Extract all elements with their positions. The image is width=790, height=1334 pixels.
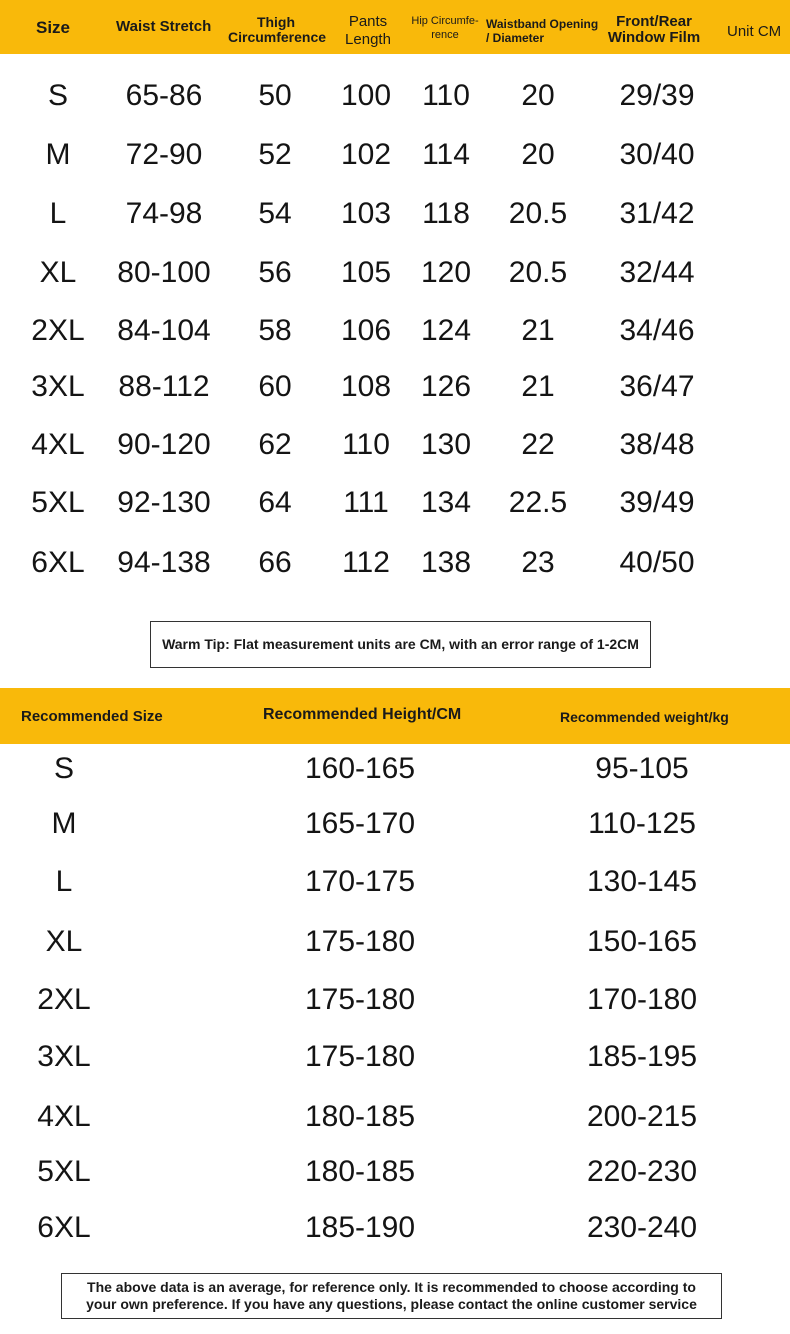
size-cell-hip: 114 [422, 138, 470, 171]
header-size: Size [36, 18, 71, 37]
size-cell-size: 3XL [31, 370, 85, 403]
size-cell-waistband: 20.5 [508, 256, 568, 289]
size-cell-waistband: 20 [521, 138, 555, 171]
header-thigh-line1: Thigh [256, 14, 296, 30]
size-cell-waist-stretch: 65-86 [125, 79, 203, 112]
recommend-cell-weight: 110-125 [588, 807, 696, 840]
size-cell-waist-stretch: 74-98 [125, 197, 203, 230]
recommend-cell-weight: 170-180 [586, 983, 698, 1016]
size-cell-thigh: 58 [258, 314, 292, 347]
size-cell-thigh: 54 [258, 197, 292, 230]
warm-tip: Warm Tip: Flat measurement units are CM, with an error range of 1-2CM [150, 621, 651, 668]
header-film-line1: Front/Rear [616, 13, 692, 30]
recommend-cell-height: 175-180 [304, 1040, 416, 1073]
size-cell-window-film: 39/49 [619, 486, 695, 519]
size-cell-waistband: 22.5 [508, 486, 568, 519]
header-hip-line2: rence [431, 28, 459, 41]
size-cell-size: 2XL [31, 314, 85, 347]
recommend-cell-size: L [55, 865, 73, 898]
recommend-cell-height: 180-185 [304, 1155, 416, 1188]
recommend-cell-height: 165-170 [304, 807, 416, 840]
size-cell-thigh: 66 [258, 546, 292, 579]
size-cell-pants-length: 112 [342, 546, 390, 579]
header-recommended-size: Recommended Size [21, 708, 163, 725]
header-thigh [228, 14, 327, 45]
size-cell-pants-length: 100 [340, 79, 392, 112]
size-cell-thigh: 62 [258, 428, 292, 461]
size-cell-window-film: 31/42 [619, 197, 695, 230]
recommend-cell-weight: 95-105 [595, 752, 689, 785]
recommend-cell-size: 2XL [37, 983, 91, 1016]
size-cell-waist-stretch: 88-112 [118, 370, 210, 403]
recommend-cell-weight: 185-195 [586, 1040, 698, 1073]
size-cell-hip: 124 [420, 314, 472, 347]
size-cell-size: L [49, 197, 67, 230]
recommend-cell-height: 160-165 [304, 752, 416, 785]
size-cell-window-film: 30/40 [619, 138, 695, 171]
size-cell-waist-stretch: 90-120 [117, 428, 211, 461]
recommend-cell-height: 175-180 [304, 925, 416, 958]
size-cell-thigh: 60 [258, 370, 292, 403]
size-cell-window-film: 38/48 [619, 428, 695, 461]
recommend-cell-size: 4XL [37, 1100, 91, 1133]
recommend-cell-height: 170-175 [304, 865, 416, 898]
size-cell-waist-stretch: 92-130 [117, 486, 211, 519]
size-cell-thigh: 52 [258, 138, 292, 171]
header-film-line2: Window Film [607, 28, 701, 46]
header-window-film [605, 14, 703, 46]
size-cell-waistband: 21 [521, 370, 555, 403]
header-waistband [486, 17, 599, 46]
header-pants-line1: Pants [348, 13, 388, 30]
size-cell-hip: 134 [420, 486, 472, 519]
size-cell-hip: 120 [420, 256, 472, 289]
recommend-cell-weight: 150-165 [586, 925, 698, 958]
size-cell-size: M [45, 138, 71, 171]
header-recommended-weight: Recommended weight/kg [560, 709, 729, 725]
size-cell-waist-stretch: 72-90 [125, 138, 203, 171]
size-cell-waist-stretch: 94-138 [117, 546, 211, 579]
size-cell-size: 5XL [31, 486, 85, 519]
size-cell-waistband: 22 [521, 428, 555, 461]
size-cell-pants-length: 110 [342, 428, 390, 461]
header-unit: Unit CM [727, 23, 782, 40]
size-cell-waistband: 23 [521, 546, 555, 579]
recommend-cell-weight: 200-215 [586, 1100, 698, 1133]
size-cell-hip: 138 [420, 546, 472, 579]
recommend-cell-size: M [51, 807, 77, 840]
size-cell-hip: 110 [422, 79, 470, 112]
recommend-cell-weight: 230-240 [586, 1211, 698, 1244]
header-pants-line2: Length [345, 31, 391, 48]
recommend-cell-weight: 130-145 [586, 865, 698, 898]
size-cell-window-film: 40/50 [619, 546, 695, 579]
size-cell-waistband: 20.5 [508, 197, 568, 230]
size-cell-thigh: 64 [258, 486, 292, 519]
header-hip [408, 15, 482, 43]
size-cell-pants-length: 105 [340, 256, 392, 289]
recommend-cell-size: 6XL [37, 1211, 91, 1244]
recommend-cell-size: 5XL [37, 1155, 91, 1188]
footnote-line2: your own preference. If you have any questions, please contact the online customer service [86, 1296, 697, 1312]
header-thigh-line2: Circumference [228, 28, 327, 45]
recommend-cell-height: 175-180 [304, 983, 416, 1016]
size-cell-waist-stretch: 80-100 [117, 256, 211, 289]
header-pants-length [340, 13, 396, 49]
recommend-cell-size: S [53, 752, 75, 785]
size-cell-waistband: 21 [521, 314, 555, 347]
size-cell-pants-length: 102 [340, 138, 392, 171]
recommend-cell-height: 185-190 [304, 1211, 416, 1244]
size-cell-pants-length: 106 [340, 314, 392, 347]
header-hip-line1: Hip Circumfe- [411, 15, 479, 27]
size-cell-thigh: 56 [258, 256, 292, 289]
size-cell-thigh: 50 [258, 79, 292, 112]
size-cell-size: XL [39, 256, 77, 289]
size-cell-window-film: 34/46 [619, 314, 695, 347]
size-cell-size: S [47, 79, 69, 112]
header-waistband-line1: Waistband Opening [486, 17, 599, 31]
footnote-line1: The above data is an average, for reference only. It is recommended to choose according to [87, 1279, 696, 1295]
header-recommended-height: Recommended Height/CM [263, 706, 462, 723]
recommend-cell-height: 180-185 [304, 1100, 416, 1133]
size-cell-pants-length: 108 [340, 370, 392, 403]
recommend-cell-size: 3XL [37, 1040, 91, 1073]
size-cell-waistband: 20 [521, 79, 555, 112]
size-cell-hip: 130 [420, 428, 472, 461]
size-cell-pants-length: 111 [343, 486, 389, 519]
size-cell-hip: 118 [422, 197, 470, 230]
size-cell-window-film: 32/44 [619, 256, 695, 289]
size-cell-size: 6XL [31, 546, 85, 579]
recommend-cell-weight: 220-230 [586, 1155, 698, 1188]
recommend-cell-size: XL [45, 925, 83, 958]
size-cell-size: 4XL [31, 428, 85, 461]
size-cell-window-film: 36/47 [619, 370, 695, 403]
size-cell-pants-length: 103 [340, 197, 392, 230]
size-cell-waist-stretch: 84-104 [117, 314, 211, 347]
size-cell-window-film: 29/39 [619, 79, 695, 112]
size-cell-hip: 126 [420, 370, 472, 403]
header-waist-stretch: Waist Stretch [116, 18, 212, 35]
header-waistband-line2: / Diameter [486, 31, 545, 46]
footnote [61, 1273, 722, 1319]
